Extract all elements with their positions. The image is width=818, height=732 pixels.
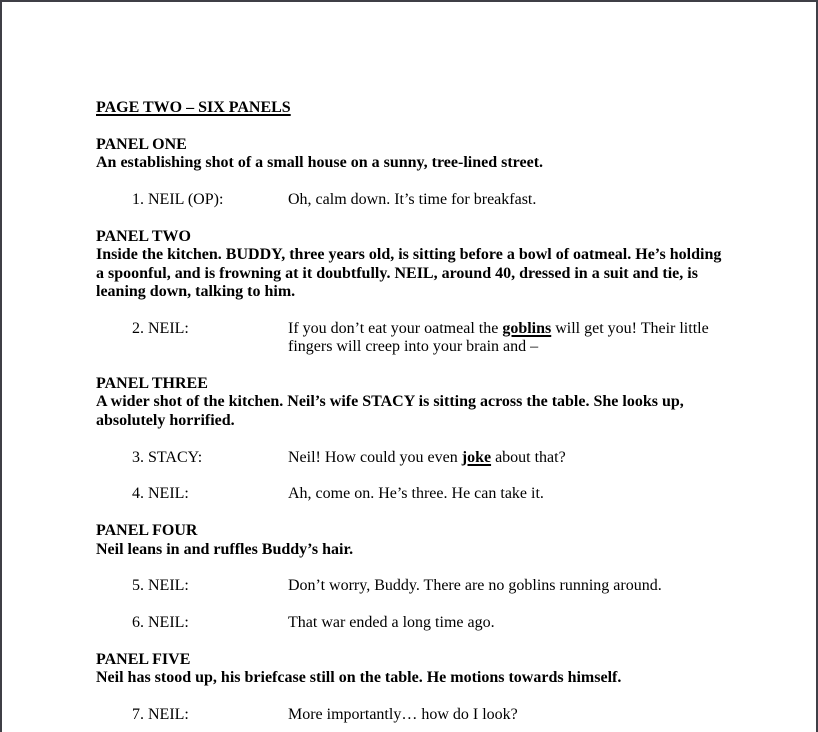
panel-heading: PANEL THREE [96,375,208,393]
dialogue-row [96,614,722,632]
dialogue-text [288,577,722,595]
page-title: PAGE TWO – SIX PANELS [96,99,291,116]
dialogue-text-part: More importantly… how do I look? [288,706,518,724]
dialogue-speaker: 7. NEIL: [132,706,189,724]
dialogue-row [96,706,722,724]
dialogue-text [288,485,722,503]
panel-heading: PANEL ONE [96,135,187,153]
dialogue-text-part: Oh, calm down. It’s time for breakfast. [288,191,537,208]
dialogue-text [288,320,722,357]
dialogue-row [96,485,722,503]
dialogue-speaker: 4. NEIL: [132,485,189,503]
emphasized-word: goblins [502,319,552,337]
dialogue-text-part: Don’t worry, Buddy. There are no goblins running around. [288,577,662,595]
dialogue-speaker: 6. NEIL: [132,614,189,632]
dialogue-text [288,449,722,467]
emphasized-word: joke [461,448,492,466]
panel-heading: PANEL FIVE [96,651,191,669]
dialogue-row [96,191,722,209]
panel-description: Neil leans in and ruffles Buddy’s hair. [96,540,354,558]
panel-description: Inside the kitchen. BUDDY, three years old, is sitting before a bowl of oatmeal. He’s holding a spoonful, and is frowning at it doubtfully. NEIL, around 40, dressed in a suit and tie, is leaning down, talking to him. [96,246,722,301]
dialogue-row [96,577,722,595]
dialogue-speaker: 1. NEIL (OP): [132,191,224,208]
dialogue-speaker: 2. NEIL: [132,319,189,337]
dialogue-row [96,320,722,357]
dialogue-text [288,706,722,724]
dialogue-row [96,449,722,467]
panel-section [96,522,722,559]
dialogue-text-part: If you don’t eat your oatmeal the [288,319,503,337]
panel-section [96,651,722,688]
panel-section [96,136,722,173]
panel-section [96,375,722,430]
panel-heading: PANEL TWO [96,227,191,245]
panel-section [96,228,722,302]
panel-description: A wider shot of the kitchen. Neil’s wife STACY is sitting across the table. She looks up, absolutely horrified. [96,393,684,429]
panels-container [96,136,722,725]
panel-heading: PANEL FOUR [96,522,198,540]
panel-description: Neil has stood up, his briefcase still on the table. He motions towards himself. [96,669,622,687]
dialogue-text-part: Neil! How could you even [288,448,462,466]
dialogue-text-part: Ah, come on. He’s three. He can take it. [288,485,544,503]
dialogue-speaker: 5. NEIL: [132,577,189,595]
dialogue-speaker: 3. STACY: [132,448,203,466]
dialogue-text-part: will get you! Their little fingers will creep into your brain and – [288,319,709,356]
dialogue-text-part: That war ended a long time ago. [288,614,495,632]
dialogue-text [288,614,722,632]
dialogue-text-part: about that? [491,448,566,466]
script-page [2,2,816,725]
dialogue-text [288,191,722,209]
panel-description: An establishing shot of a small house on a sunny, tree-lined street. [96,154,544,172]
